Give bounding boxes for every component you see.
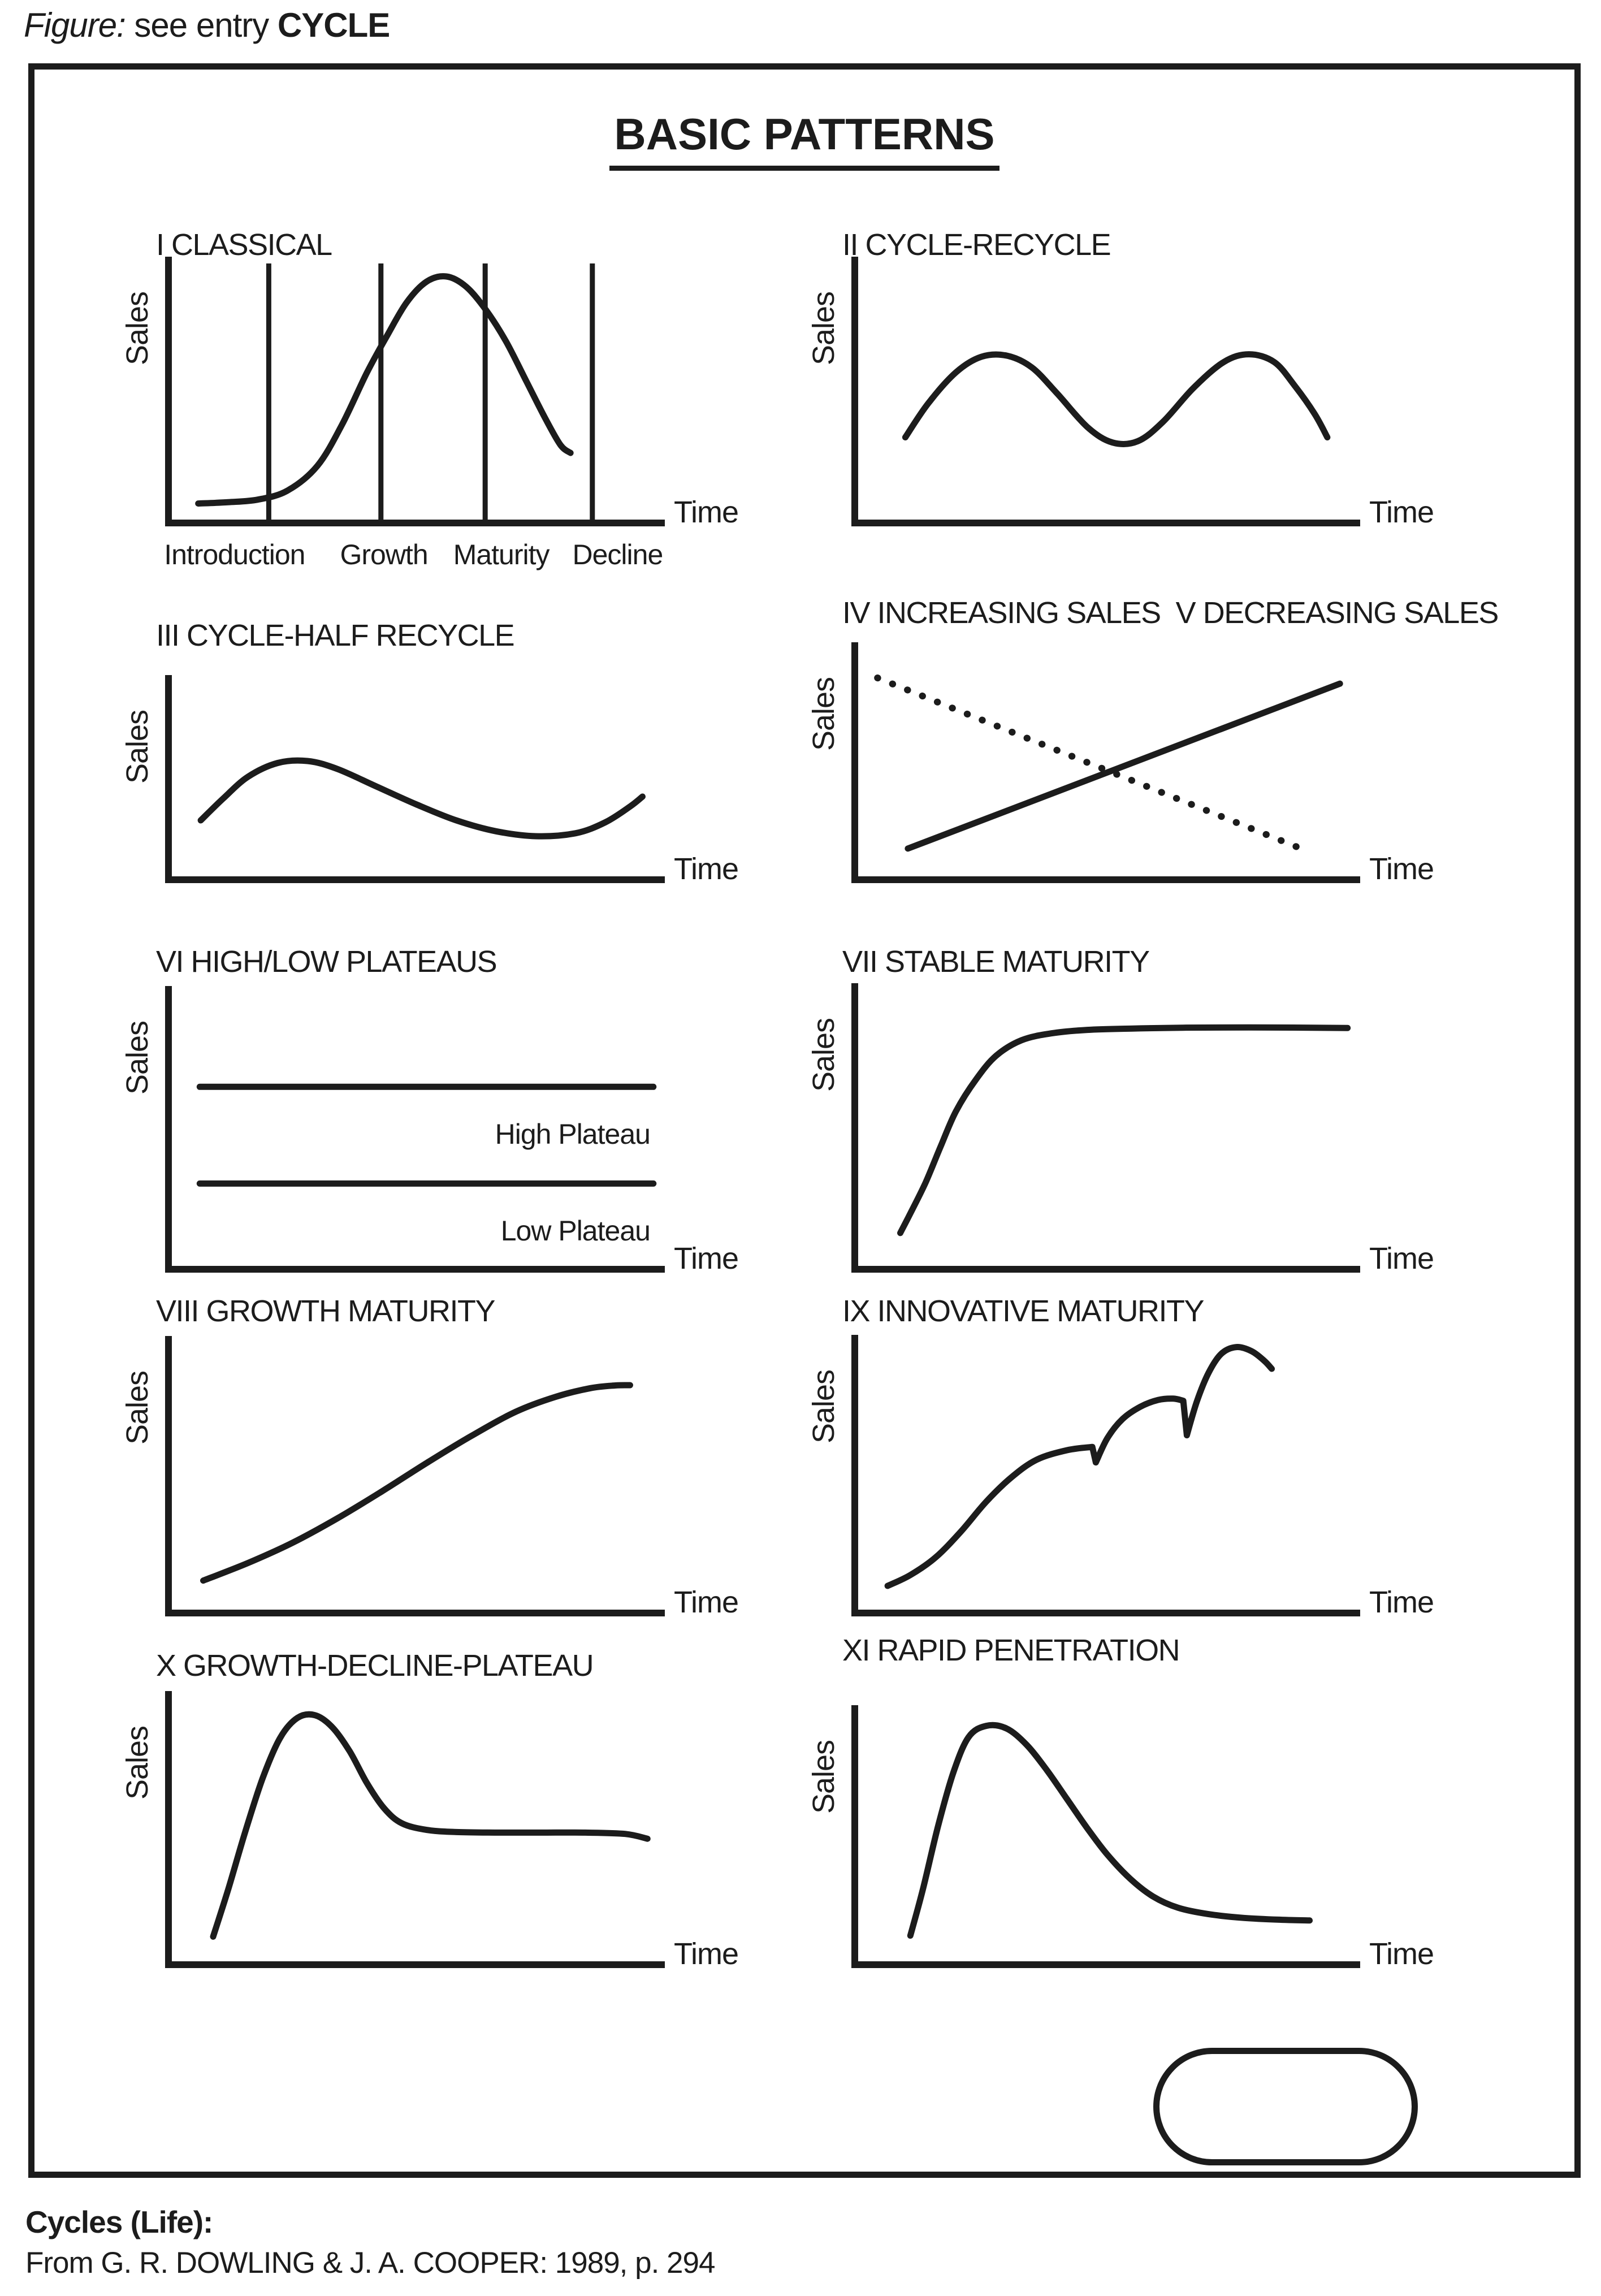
series-cycle-followed-by-half-size-recycle [201, 760, 642, 836]
phase-label-introduction: Introduction [164, 539, 305, 570]
entry-title: Cycles (Life): [25, 2204, 213, 2239]
axes [855, 257, 1360, 523]
chart-plot-i [165, 256, 665, 526]
x-axis-label-time: Time [1369, 495, 1434, 529]
axes [855, 1335, 1360, 1613]
y-axis-label-sales: Sales [120, 710, 154, 784]
chart-title-iv-v: IV INCREASING SALES V DECREASING SALES [842, 596, 1498, 630]
chart-plot-x [165, 1690, 665, 1968]
annotation-low-plateau: Low Plateau [500, 1215, 650, 1247]
x-axis-label-time: Time [674, 852, 738, 886]
chart-plot-viii [165, 1335, 665, 1616]
phase-label-growth: Growth [340, 539, 428, 570]
axes [168, 1336, 665, 1613]
x-axis-label-time: Time [1369, 1242, 1434, 1275]
chart-title-ix: IX INNOVATIVE MATURITY [842, 1294, 1204, 1328]
chart-title-ii: II CYCLE-RECYCLE [842, 228, 1111, 262]
y-axis-label-sales: Sales [120, 1370, 154, 1445]
series-v-decreasing-sales [877, 678, 1309, 852]
series-steep-rise-sharp-peak-long-declining-tail [910, 1725, 1309, 1935]
y-axis-label-sales: Sales [120, 291, 154, 366]
chart-plot-ix [851, 1334, 1360, 1616]
chart-title-vi: VI HIGH/LOW PLATEAUS [156, 945, 497, 979]
phase-label-maturity: Maturity [453, 539, 549, 570]
x-axis-label-time: Time [674, 495, 738, 529]
x-axis-label-time: Time [674, 1937, 738, 1971]
figure-caption-entry: CYCLE [277, 6, 390, 44]
chart-plot-iv-v [851, 641, 1360, 883]
chart-plot-iii [165, 674, 665, 883]
figure-caption [24, 6, 390, 45]
y-axis-label-sales: Sales [807, 291, 841, 366]
chart-title-vii: VII STABLE MATURITY [842, 945, 1149, 979]
rounded-pill-outline-shape [1153, 2048, 1418, 2165]
y-axis-label-sales: Sales [120, 1021, 154, 1095]
chart-title-xi: XI RAPID PENETRATION [842, 1633, 1180, 1667]
series-sales-life-cycle-bell-curve [198, 276, 571, 504]
figure-caption-prefix: Figure: [24, 6, 126, 44]
chart-title-i: I CLASSICAL [156, 228, 332, 262]
entry-source: From G. R. DOWLING & J. A. COOPER: 1989, p. 294 [25, 2246, 715, 2280]
panel-title: BASIC PATTERNS [609, 109, 999, 171]
y-axis-label-sales: Sales [807, 1018, 841, 1092]
chart-plot-xi [851, 1704, 1360, 1968]
chart-title-x: X GROWTH-DECLINE-PLATEAU [156, 1649, 594, 1683]
panel-title-row [28, 109, 1581, 171]
series-two-successive-cycles-double-hump [905, 354, 1327, 444]
x-axis-label-time: Time [1369, 1585, 1434, 1619]
chart-title-iii: III CYCLE-HALF RECYCLE [156, 619, 514, 652]
annotation-high-plateau: High Plateau [495, 1118, 650, 1151]
y-axis-label-sales: Sales [807, 1740, 841, 1814]
chart-plot-vii [851, 982, 1360, 1273]
chart-plot-ii [851, 256, 1360, 526]
series-successive-scalloped-growth-waves [888, 1347, 1272, 1586]
x-axis-label-time: Time [1369, 1937, 1434, 1971]
figure-caption-text: see entry [125, 6, 278, 44]
y-axis-label-sales: Sales [807, 677, 841, 751]
series-steady-accelerating-growth-flattening-late [204, 1385, 630, 1581]
phase-label-decline: Decline [572, 539, 663, 570]
y-axis-label-sales: Sales [120, 1726, 154, 1800]
series-early-peak-decline-to-lasting-plateau [213, 1714, 647, 1936]
x-axis-label-time: Time [674, 1242, 738, 1275]
chart-title-viii: VIII GROWTH MATURITY [156, 1294, 495, 1328]
axes [855, 642, 1360, 880]
series-rapid-growth-to-stable-high-plateau [901, 1027, 1348, 1233]
y-axis-label-sales: Sales [807, 1369, 841, 1444]
x-axis-label-time: Time [1369, 852, 1434, 886]
x-axis-label-time: Time [674, 1585, 738, 1619]
axes [855, 1705, 1360, 1965]
series-iv-increasing-sales [908, 684, 1340, 849]
